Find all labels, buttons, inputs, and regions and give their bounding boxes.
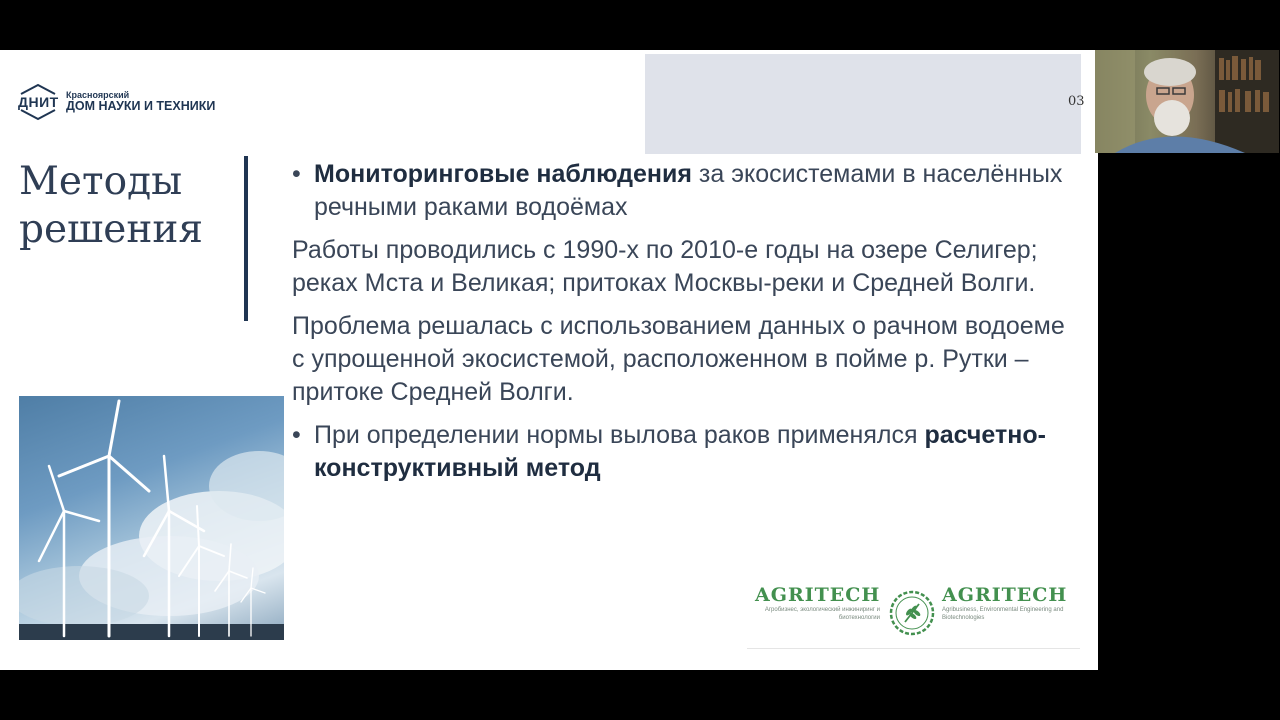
bullet2-text: При определении нормы вылова раков применялся <box>314 421 925 449</box>
webcam-video[interactable] <box>1095 50 1279 153</box>
bullet-dot-icon: • <box>292 160 301 188</box>
bullet2-bold: расчетно-конструктивный метод <box>314 421 1046 482</box>
slide-body <box>292 158 1082 495</box>
title-divider <box>244 156 248 321</box>
logo-line-1: Красноярский <box>66 89 130 100</box>
bullet1-bold: Мониторинговые наблюдения <box>314 160 692 188</box>
agritech-title-ru: AGRITECH <box>755 584 881 606</box>
presentation-slide <box>0 50 1098 670</box>
gray-overlay-box <box>645 54 1081 154</box>
paragraph-works: Работы проводились с 1990-х по 2010-е годы на озере Селигер; реках Мста и Великая; притоках Москвы-реки и Средней Волги. <box>292 236 1038 297</box>
slide-title-line-2: решения <box>19 207 203 252</box>
agritech-logo <box>747 578 1080 649</box>
bullet-dot-icon: • <box>292 421 301 449</box>
logo-abbr: ДНИТ <box>18 94 59 110</box>
wheat-emblem-icon <box>887 588 937 643</box>
bullet-monitoring <box>292 158 1082 224</box>
dnit-logo-mark <box>18 82 58 122</box>
page-number: 03 <box>1068 94 1085 109</box>
logo-line-2: ДОМ НАУКИ И ТЕХНИКИ <box>66 99 216 114</box>
bullet-method <box>292 419 1082 485</box>
wind-turbines-image <box>19 396 284 640</box>
slide-title <box>19 158 234 254</box>
agritech-title-en: AGRITECH <box>942 584 1068 606</box>
agritech-subtitle-en: Agribusiness, Environmental Engineering and Biotechnologies <box>942 607 1064 621</box>
bullet1-text: за экосистемами в населённых речными раками водоёмах <box>314 160 1063 221</box>
agritech-subtitle-ru: Агробизнес, экологический инжиниринг и биотехнологии <box>764 607 880 621</box>
dnit-logo <box>18 82 215 122</box>
slide-title-line-1: Методы <box>19 159 183 204</box>
paragraph-problem: Проблема решалась с использованием данных о рачном водоеме с упрощенной экосистемой, расположенном в пойме р. Рутки – притоке Средней Волги. <box>292 312 1065 406</box>
